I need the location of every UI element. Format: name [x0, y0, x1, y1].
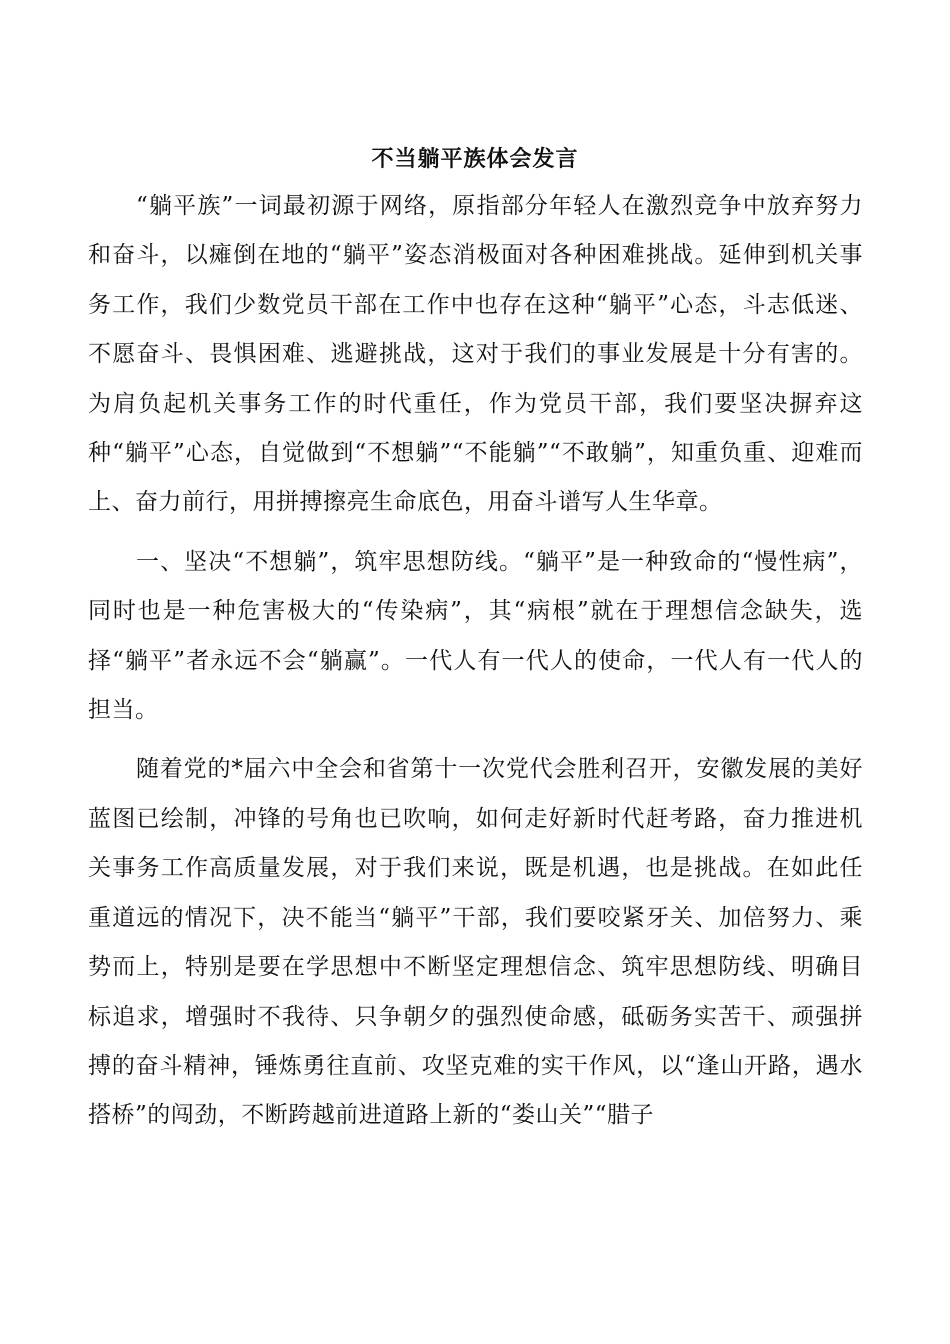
document-body — [88, 182, 863, 1141]
paragraph-intro: “躺平族”一词最初源于网络，原指部分年轻人在激烈竞争中放弃努力和奋斗，以瘫倒在地的“躺平”姿态消极面对各种困难挑战。延伸到机关事务工作，我们少数党员干部在工作中也存在这种“躺平”心态，斗志低迷、不愿奋斗、畏惧困难、逃避挑战，这对于我们的事业发展是十分有害的。为肩负起机关事务工作的时代重任，作为党员干部，我们要坚决摒弃这种“躺平”心态，自觉做到“不想躺”“不能躺”“不敢躺”，知重负重、迎难而上、奋力前行，用拼搏擦亮生命底色，用奋斗谱写人生华章。 — [88, 193, 863, 516]
document-title: 不当躺平族体会发言 — [371, 147, 579, 172]
paragraph-section-one: 一、坚决“不想躺”，筑牢思想防线。“躺平”是一种致命的“慢性病”，同时也是一种危害极大的“传染病”，其“病根”就在于理想信念缺失，选择“躺平”者永远不会“躺赢”。一代人有一代人的使命，一代人有一代人的担当。 — [88, 548, 863, 724]
paragraph-section-one-detail: 随着党的*届六中全会和省第十一次党代会胜利召开，安徽发展的美好蓝图已绘制，冲锋的号角也已吹响，如何走好新时代赶考路，奋力推进机关事务工作高质量发展，对于我们来说，既是机遇，也是挑战。在如此任重道远的情况下，决不能当“躺平”干部，我们要咬紧牙关、加倍努力、乘势而上，特别是要在学思想中不断坚定理想信念、筑牢思想防线、明确目标追求，增强时不我待、只争朝夕的强烈使命感，砥砺务实苦干、顽强拼搏的奋斗精神，锤炼勇往直前、攻坚克难的实干作风，以“逢山开路，遇水搭桥”的闯劲，不断跨越前进道路上新的“娄山关”“腊子 — [88, 756, 863, 1129]
